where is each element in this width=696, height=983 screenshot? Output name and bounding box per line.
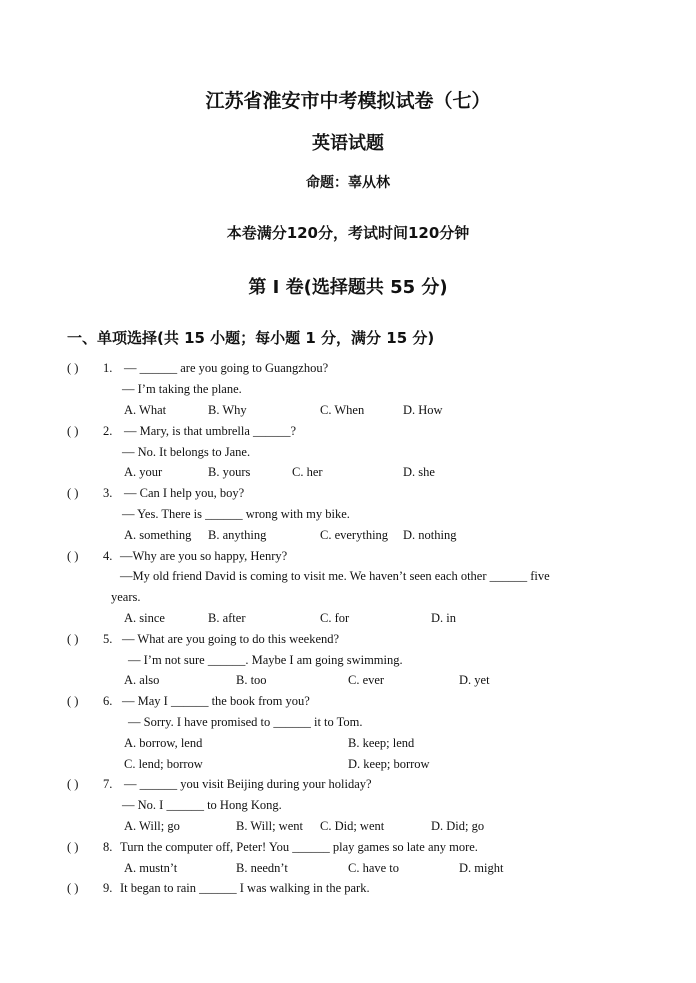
option: A. borrow, lend <box>124 736 203 750</box>
option: D. Did; go <box>431 819 485 833</box>
option: B. Why <box>208 403 247 417</box>
question-line: — I’m not sure ______. Maybe I am going swimming. <box>128 653 403 667</box>
question-line: — Mary, is that umbrella ______? <box>124 424 297 438</box>
question-line: It began to rain ______ I was walking in the park. <box>120 881 370 895</box>
exam-setter: 命题：辜从林 <box>306 175 390 191</box>
question-line: —My old friend David is coming to visit me. We haven’t seen each other ______ five <box>120 569 550 583</box>
question-line: — Sorry. I have promised to ______ it to Tom. <box>128 715 363 729</box>
question-line: —Why are you so happy, Henry? <box>120 549 288 563</box>
question-number: 9. <box>103 881 113 895</box>
option: C. everything <box>320 528 389 542</box>
answer-bracket: ( ) <box>67 881 79 895</box>
question-line: — ______ are you going to Guangzhou? <box>124 361 329 375</box>
question-line: years. <box>111 590 141 604</box>
option: A. your <box>124 465 163 479</box>
option: C. for <box>320 611 350 625</box>
answer-bracket: ( ) <box>67 777 79 791</box>
option: B. needn’t <box>236 861 288 875</box>
question-line: — No. It belongs to Jane. <box>122 445 251 459</box>
option: A. Will; go <box>124 819 180 833</box>
option: A. mustn’t <box>124 861 178 875</box>
answer-bracket: ( ) <box>67 840 79 854</box>
option: C. have to <box>348 861 400 875</box>
answer-bracket: ( ) <box>67 549 79 563</box>
question-line: Turn the computer off, Peter! You ______ play games so late any more. <box>120 840 478 854</box>
question-line: — ______ you visit Beijing during your holiday? <box>124 777 372 791</box>
answer-bracket: ( ) <box>67 486 79 500</box>
question-number: 2. <box>103 424 113 438</box>
option: A. also <box>124 673 160 687</box>
question-number: 7. <box>103 777 113 791</box>
answer-bracket: ( ) <box>67 361 79 375</box>
question-line: — No. I ______ to Hong Kong. <box>122 798 282 812</box>
option: C. When <box>320 403 365 417</box>
question-number: 6. <box>103 694 113 708</box>
question-line: — May I ______ the book from you? <box>122 694 310 708</box>
option: D. How <box>403 403 443 417</box>
option: D. nothing <box>403 528 457 542</box>
exam-note: 本卷满分120分，考试时间120分钟 <box>226 224 470 242</box>
question-line: — Can I help you, boy? <box>124 486 245 500</box>
question-line: — Yes. There is ______ wrong with my bike. <box>122 507 350 521</box>
question-number: 4. <box>103 549 113 563</box>
answer-bracket: ( ) <box>67 694 79 708</box>
question-number: 5. <box>103 632 113 646</box>
option: B. yours <box>208 465 251 479</box>
option: B. Will; went <box>236 819 303 833</box>
answer-bracket: ( ) <box>67 424 79 438</box>
option: C. ever <box>348 673 385 687</box>
option: D. yet <box>459 673 490 687</box>
option: B. anything <box>208 528 267 542</box>
paper-heading: 第 I 卷(选择题共 55 分) <box>248 277 448 298</box>
option: B. too <box>236 673 267 687</box>
question-number: 3. <box>103 486 113 500</box>
question-number: 8. <box>103 840 113 854</box>
option: D. she <box>403 465 435 479</box>
option: D. in <box>431 611 456 625</box>
exam-title: 江苏省淮安市中考模拟试卷（七） <box>205 90 491 112</box>
exam-subject: 英语试题 <box>312 133 384 154</box>
option: A. What <box>124 403 167 417</box>
section-heading: 一、单项选择(共 15 小题；每小题 1 分，满分 15 分) <box>67 329 435 347</box>
option: D. keep; borrow <box>348 757 430 771</box>
question-number: 1. <box>103 361 113 375</box>
question-line: — I’m taking the plane. <box>122 382 242 396</box>
option: B. keep; lend <box>348 736 415 750</box>
option: B. after <box>208 611 246 625</box>
option: A. something <box>124 528 192 542</box>
option: C. lend; borrow <box>124 757 203 771</box>
option: C. her <box>292 465 323 479</box>
question-line: — What are you going to do this weekend? <box>122 632 340 646</box>
option: C. Did; went <box>320 819 385 833</box>
option: A. since <box>124 611 165 625</box>
answer-bracket: ( ) <box>67 632 79 646</box>
option: D. might <box>459 861 504 875</box>
